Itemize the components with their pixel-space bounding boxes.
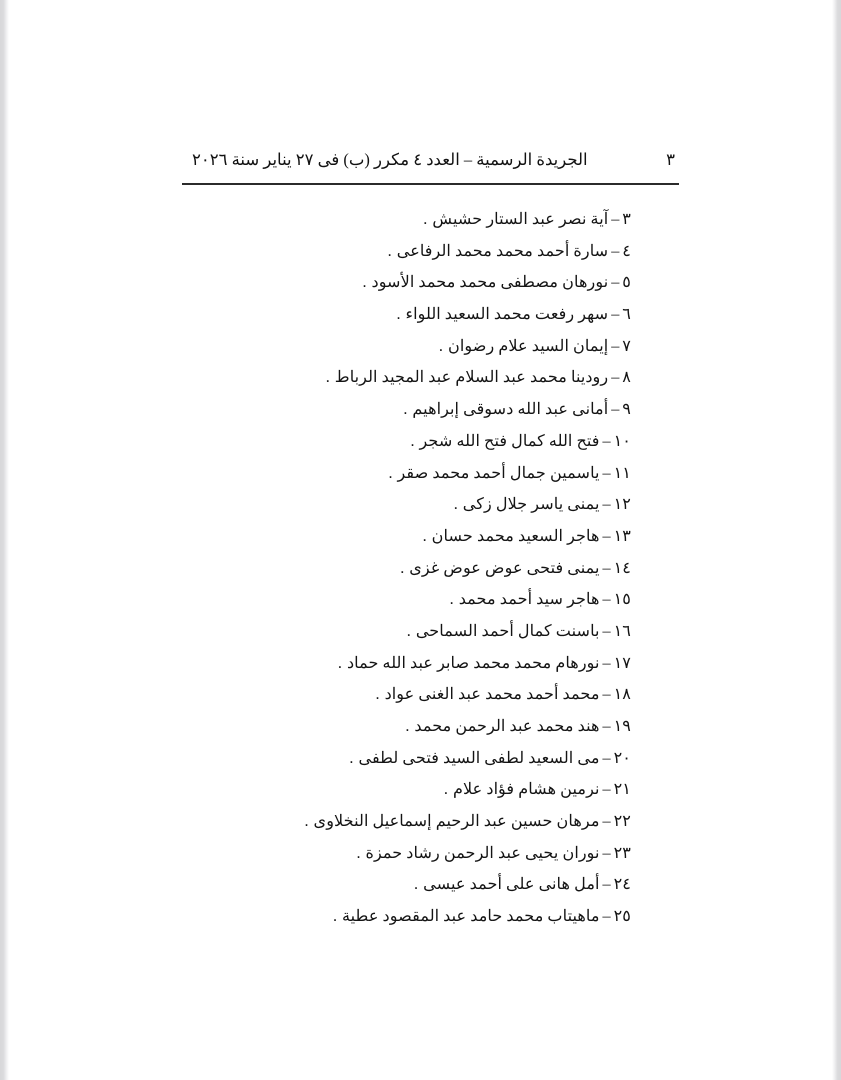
list-item-terminator: . — [349, 748, 354, 767]
list-item — [171, 806, 631, 838]
list-item-name: ماهيتاب محمد حامد عبد المقصود عطية — [341, 907, 600, 926]
list-item-index: ٢١ — [613, 780, 631, 799]
list-item-index: ٨ — [622, 368, 631, 387]
list-item-separator: – — [602, 812, 611, 831]
list-item-index: ١٢ — [613, 495, 631, 514]
list-item-index: ١٦ — [613, 621, 631, 640]
list-item-separator: – — [602, 495, 611, 514]
list-item — [171, 267, 631, 299]
list-item — [171, 204, 631, 236]
list-item — [171, 426, 631, 458]
list-item-separator: – — [602, 685, 611, 704]
list-item — [171, 489, 631, 521]
list-item — [171, 838, 631, 870]
list-item — [171, 584, 631, 616]
list-item-separator: – — [602, 907, 611, 926]
list-item-index: ٩ — [622, 400, 631, 419]
list-item-index: ٥ — [622, 273, 631, 292]
list-item-terminator: . — [406, 621, 411, 640]
list-item-index: ٢٣ — [613, 843, 631, 862]
list-item-index: ٢٢ — [613, 812, 631, 831]
list-item-terminator: . — [356, 843, 361, 862]
list-item — [171, 774, 631, 806]
list-item — [171, 869, 631, 901]
list-item-terminator: . — [304, 812, 309, 831]
list-item-name: يمنى ياسر جلال زكى — [462, 495, 600, 514]
list-item-separator: – — [611, 241, 620, 260]
list-item-index: ٢٤ — [613, 875, 631, 894]
list-item-separator: – — [602, 590, 611, 609]
list-item-index: ١١ — [613, 463, 631, 482]
list-item — [171, 901, 631, 933]
list-item — [171, 394, 631, 426]
list-item-index: ١٧ — [613, 653, 631, 672]
list-item — [171, 711, 631, 743]
list-item-terminator: . — [375, 685, 380, 704]
list-item-separator: – — [602, 843, 611, 862]
header-row — [182, 150, 679, 170]
list-item-separator: – — [602, 717, 611, 735]
list-item-name: هاجر السعيد محمد حسان — [431, 526, 600, 545]
list-item — [171, 521, 631, 553]
list-item-terminator: . — [337, 653, 342, 672]
list-item-separator: – — [611, 210, 620, 228]
list-item-name: نوران يحيى عبد الرحمن رشاد حمزة — [365, 843, 600, 862]
gazette-header-title: الجريدة الرسمية – العدد ٤ مكرر (ب) فى ٢٧ يناير سنة ٢٠٢٦ — [192, 150, 588, 169]
list-item-name: محمد أحمد محمد عبد الغنى عواد — [384, 685, 600, 704]
list-item — [171, 331, 631, 363]
list-item-index: ١٠ — [613, 431, 631, 450]
list-item-name: مرهان حسين عبد الرحيم إسماعيل النخلاوى — [313, 812, 600, 831]
list-item-terminator: . — [332, 907, 337, 926]
list-item-terminator: . — [403, 400, 408, 419]
list-item-terminator: . — [325, 368, 330, 387]
list-item-index: ١٥ — [613, 590, 631, 609]
list-item-separator: – — [611, 400, 620, 419]
list-item-index: ١٤ — [613, 558, 631, 577]
list-item-terminator: . — [443, 780, 448, 799]
list-item-name: أمل هانى على أحمد عيسى — [423, 875, 600, 894]
list-item-name: رودينا محمد عبد السلام عبد المجيد الرباط — [334, 368, 609, 387]
list-item-name: باسنت كمال أحمد السماحى — [415, 621, 600, 640]
page-edge-left — [0, 0, 9, 1080]
list-item-terminator: . — [422, 526, 427, 545]
list-item — [171, 553, 631, 585]
list-item-name: إيمان السيد علام رضوان — [447, 336, 609, 355]
list-item-name: نورهان مصطفى محمد محمد الأسود — [371, 273, 609, 292]
list-item-separator: – — [602, 875, 611, 894]
list-item-name: نورهام محمد محمد صابر عبد الله حماد — [346, 653, 600, 672]
list-item-terminator: . — [449, 590, 454, 609]
list-item — [171, 616, 631, 648]
list-item-index: ٣ — [622, 210, 631, 228]
list-item — [171, 743, 631, 775]
list-item-name: هند محمد عبد الرحمن محمد — [414, 717, 600, 735]
list-item-terminator: . — [414, 875, 419, 894]
list-item-index: ٧ — [622, 336, 631, 355]
list-item-separator: – — [602, 463, 611, 482]
list-item-terminator: . — [405, 717, 410, 735]
list-item-separator: – — [602, 621, 611, 640]
list-item — [171, 648, 631, 680]
list-item-index: ١٩ — [613, 717, 631, 735]
list-item — [171, 236, 631, 268]
list-item-terminator: . — [453, 495, 458, 514]
page-edge-right — [832, 0, 841, 1080]
list-item-separator: – — [602, 748, 611, 767]
list-item-separator: – — [611, 336, 620, 355]
list-item — [171, 458, 631, 490]
list-item — [171, 679, 631, 711]
list-item-index: ٤ — [622, 241, 631, 260]
list-item-terminator: . — [423, 210, 428, 228]
list-item-separator: – — [602, 526, 611, 545]
list-item-name: سهر رفعت محمد السعيد اللواء — [405, 305, 609, 324]
list-item-name: فتح الله كمال فتح الله شجر — [419, 431, 600, 450]
list-item-name: نرمين هشام فؤاد علام — [452, 780, 600, 799]
list-item-separator: – — [602, 780, 611, 799]
list-item-terminator: . — [387, 241, 392, 260]
list-item-name: أمانى عبد الله دسوقى إبراهيم — [412, 400, 609, 419]
list-item-name: سارة أحمد محمد محمد الرفاعى — [396, 241, 609, 260]
list-item-terminator: . — [438, 336, 443, 355]
page-number: ٣ — [666, 150, 675, 169]
list-item-index: ١٨ — [613, 685, 631, 704]
list-item-index: ١٣ — [613, 526, 631, 545]
numbered-name-list — [171, 204, 631, 933]
list-item-separator: – — [602, 558, 611, 577]
list-item-terminator: . — [362, 273, 367, 292]
list-item-index: ٦ — [622, 305, 631, 324]
document-page — [9, 0, 832, 1080]
list-item-separator: – — [602, 431, 611, 450]
list-item-index: ٢٥ — [613, 907, 631, 926]
list-item-terminator: . — [388, 463, 393, 482]
header-divider-rule — [182, 183, 679, 185]
page-header — [182, 150, 679, 185]
list-item-terminator: . — [400, 558, 405, 577]
list-item-separator: – — [611, 368, 620, 387]
list-item-name: ياسمين جمال أحمد محمد صقر — [397, 463, 600, 482]
list-item-name: يمنى فتحى عوض عوض غزى — [409, 558, 600, 577]
list-item-terminator: . — [410, 431, 415, 450]
list-item — [171, 299, 631, 331]
list-item-separator: – — [611, 273, 620, 292]
list-item-terminator: . — [396, 305, 401, 324]
list-item-name: هاجر سيد أحمد محمد — [458, 590, 600, 609]
list-item-name: مى السعيد لطفى السيد فتحى لطفى — [358, 748, 600, 767]
list-item-separator: – — [611, 305, 620, 324]
list-item-index: ٢٠ — [613, 748, 631, 767]
list-item-name: آية نصر عبد الستار حشيش — [432, 210, 609, 228]
list-item — [171, 362, 631, 394]
list-item-separator: – — [602, 653, 611, 672]
